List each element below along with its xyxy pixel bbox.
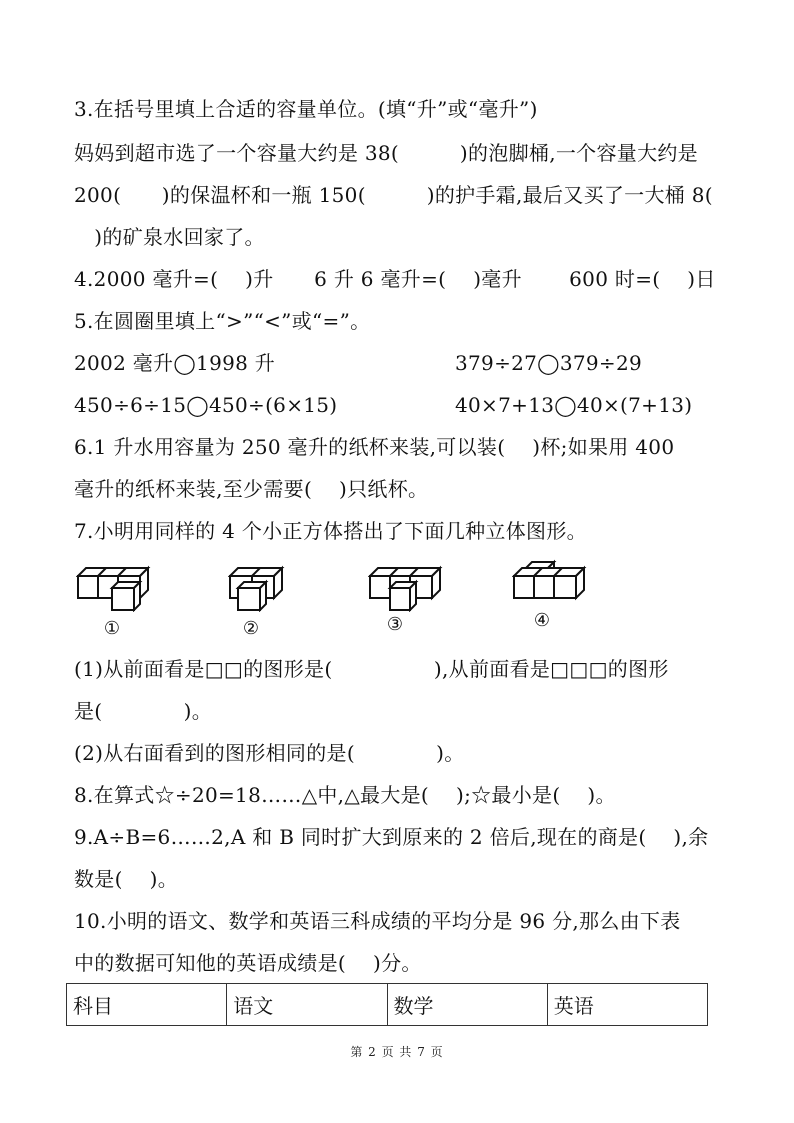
question-8: 8.在算式☆÷20=18……△中,△最大是( );☆最小是( )。 — [74, 783, 616, 807]
table-header-cell: 数学 — [387, 984, 547, 1026]
question-10-line1: 10.小明的语文、数学和英语三科成绩的平均分是 96 分,那么由下表 — [74, 909, 681, 933]
figure-label-2: ② — [242, 618, 260, 639]
question-7-part1-line1: (1)从前面看是□□的图形是( ),从前面看是□□□的图形 — [74, 657, 669, 681]
page-footer: 第 2 页 共 7 页 — [350, 1045, 444, 1059]
cube-figure-3 — [368, 562, 448, 612]
question-9-line2: 数是( )。 — [74, 867, 179, 891]
figure-label-3: ③ — [386, 614, 404, 635]
question-3-text-line3: )的矿泉水回家了。 — [74, 225, 265, 249]
cube-figure-2 — [228, 562, 288, 612]
score-table — [66, 983, 708, 1026]
cube-figures — [0, 556, 794, 646]
compare-item-2: 379÷27◯379÷29 — [455, 351, 643, 375]
compare-item-3: 450÷6÷15◯450÷(6×15) — [74, 393, 338, 417]
cube-figure-4 — [512, 558, 592, 608]
figure-label-4: ④ — [533, 610, 551, 631]
question-4: 4.2000 毫升=( )升 6 升 6 毫升=( )毫升 600 时=( )日 — [74, 267, 716, 291]
question-7-part2: (2)从右面看到的图形相同的是( )。 — [74, 741, 465, 765]
cube-figure-1 — [76, 562, 156, 612]
question-5-title: 5.在圆圈里填上“>”“<”或“=”。 — [74, 309, 371, 333]
question-6-line1: 6.1 升水用容量为 250 毫升的纸杯来装,可以装( )杯;如果用 400 — [74, 435, 675, 459]
table-row — [67, 984, 708, 1026]
question-9-line1: 9.A÷B=6……2,A 和 B 同时扩大到原来的 2 倍后,现在的商是( ),余 — [74, 825, 709, 849]
question-7-title: 7.小明用同样的 4 个小正方体搭出了下面几种立体图形。 — [74, 519, 587, 543]
compare-item-4: 40×7+13◯40×(7+13) — [455, 393, 693, 417]
question-3-title: 3.在括号里填上合适的容量单位。(填“升”或“毫升”) — [74, 97, 538, 121]
question-3-text-line1: 妈妈到超市选了一个容量大约是 38( )的泡脚桶,一个容量大约是 — [74, 141, 698, 165]
table-header-cell: 语文 — [227, 984, 387, 1026]
compare-item-1: 2002 毫升◯1998 升 — [74, 351, 276, 375]
table-header-cell: 科目 — [67, 984, 227, 1026]
question-7-part1-line2: 是( )。 — [74, 699, 213, 723]
question-3-text-line2: 200( )的保温杯和一瓶 150( )的护手霜,最后又买了一大桶 8( — [74, 183, 713, 207]
question-6-line2: 毫升的纸杯来装,至少需要( )只纸杯。 — [74, 477, 429, 501]
question-10-line2: 中的数据可知他的英语成绩是( )分。 — [74, 951, 422, 975]
figure-label-1: ① — [103, 618, 121, 639]
table-header-cell: 英语 — [547, 984, 707, 1026]
